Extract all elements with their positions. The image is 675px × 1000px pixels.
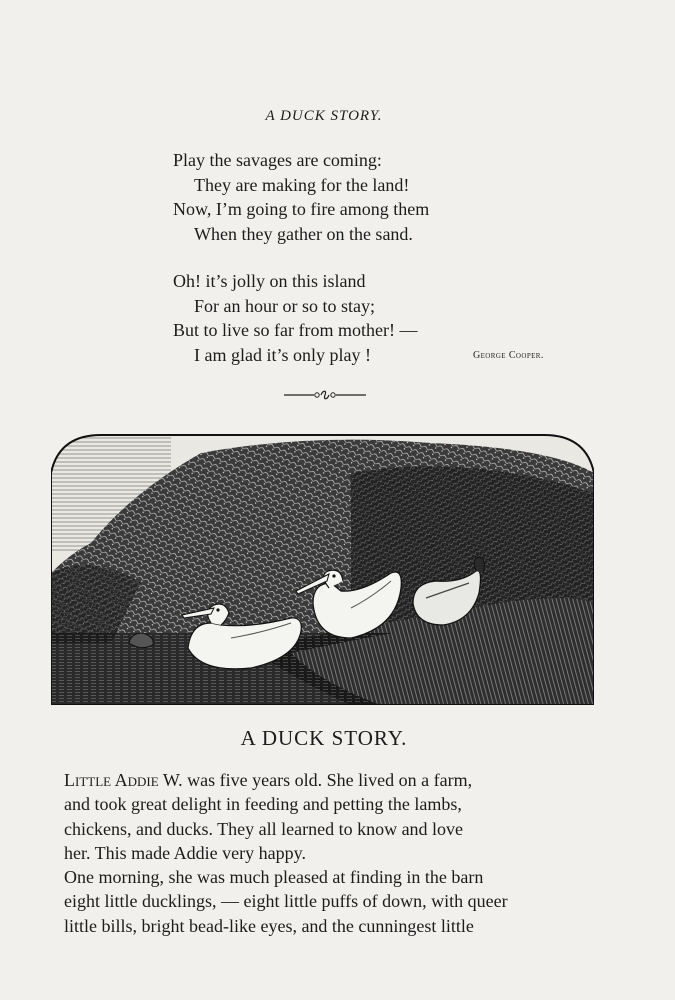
running-head: A DUCK STORY.: [265, 108, 383, 124]
paragraph-2: [64, 865, 574, 938]
paragraph-text: chickens, and ducks. They all learned to know and love: [64, 818, 464, 839]
ornament-divider: [282, 388, 368, 402]
duck-illustration: [51, 433, 594, 705]
poem-line: Oh! it’s jolly on this island: [173, 271, 366, 291]
poem-line: Now, I’m going to fire among them: [173, 199, 430, 219]
paragraph-text: was five years old. She lived on a farm,: [182, 770, 473, 790]
story-title: A DUCK STORY.: [240, 726, 408, 750]
paragraph-text: her. This made Addie very happy.: [64, 842, 306, 863]
paragraph-text: and took great delight in feeding and petting the lambs,: [64, 794, 462, 815]
poem-stanza-1: [173, 148, 593, 246]
paragraph-1: [64, 768, 574, 865]
poem-line: Play the savages are coming:: [173, 150, 382, 170]
poem: [173, 148, 593, 367]
paragraph-text: One morning, she was much pleased at finding in the barn: [64, 867, 484, 888]
poem-line: For an hour or so to stay;: [194, 295, 375, 316]
poem-line: But to live so far from mother! —: [173, 320, 418, 340]
poem-attribution: George Cooper.: [473, 350, 544, 361]
poem-line: They are making for the land!: [194, 174, 410, 195]
poem-line: I am glad it’s only play !: [194, 344, 371, 365]
paragraph-text: eight little ducklings, — eight little puffs of down, with queer: [64, 891, 508, 912]
story-body: [64, 768, 574, 938]
poem-line: When they gather on the sand.: [194, 223, 413, 244]
paragraph-lead: Little Addie W.: [64, 770, 183, 790]
paragraph-text: little bills, bright bead-like eyes, and the cunningest little: [64, 915, 474, 936]
